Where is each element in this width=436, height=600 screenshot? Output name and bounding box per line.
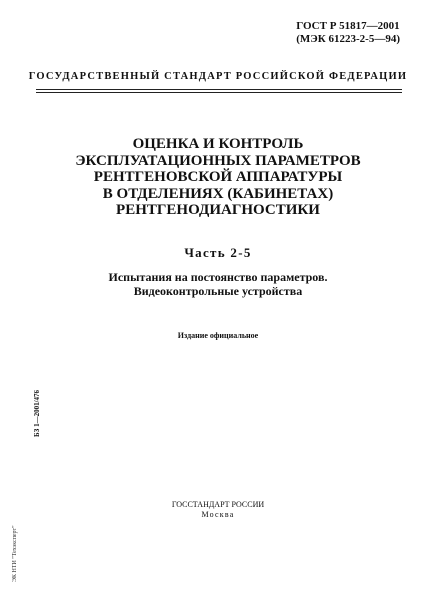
document-title: [0, 136, 436, 219]
title-line: РЕНТГЕНОДИАГНОСТИКИ: [116, 202, 320, 218]
edition-label: Издание официальное: [177, 331, 259, 340]
title-line: В ОТДЕЛЕНИЯХ (КАБИНЕТАХ): [102, 185, 334, 202]
publisher-block: [0, 500, 436, 520]
side-code: БЗ 1—2001/476: [33, 389, 41, 437]
publisher-name: ГОССТАНДАРТ РОССИИ: [171, 500, 265, 509]
document-subtitle: [0, 270, 436, 298]
title-line: ОЦЕНКА И КОНТРОЛЬ: [132, 136, 304, 152]
title-line: РЕНТГЕНОВСКОЙ АППАРАТУРЫ: [93, 169, 343, 185]
heading-rule-thick: [36, 92, 402, 93]
title-line: ЭКСПЛУАТАЦИОННЫХ ПАРАМЕТРОВ: [75, 152, 361, 169]
subtitle-line: Испытания на постоянство параметров.: [108, 270, 328, 284]
heading-rule-thin: [36, 89, 402, 90]
subtitle-line: Видеоконтрольные устройства: [133, 284, 303, 298]
publisher-city: Москва: [201, 510, 235, 519]
part-number: Часть 2-5: [184, 245, 252, 260]
standard-number: ГОСТ Р 51817—2001: [296, 20, 400, 32]
side-publisher-mark: ЭК НТИ "Техэксперт": [12, 525, 18, 582]
standard-designation: [296, 20, 400, 46]
state-standard-heading: ГОСУДАРСТВЕННЫЙ СТАНДАРТ РОССИЙСКОЙ ФЕДЕРАЦИИ: [28, 71, 408, 82]
iec-number: (МЭК 61223-2-5—94): [296, 33, 400, 45]
